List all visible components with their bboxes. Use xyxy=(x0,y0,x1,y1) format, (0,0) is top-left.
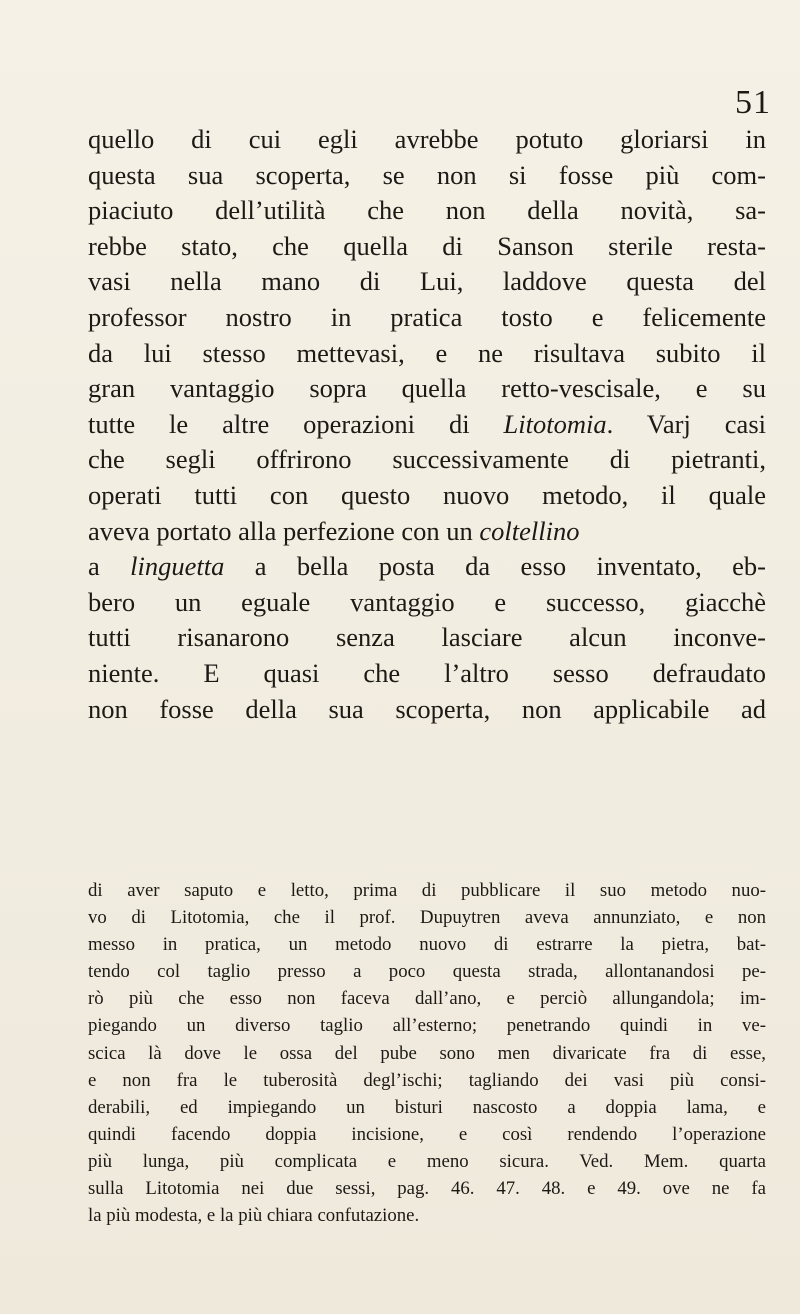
body-text-line: quello di cui egli avrebbe potuto gloriarsi in xyxy=(88,124,766,154)
footnote-line: derabili, ed impiegando un bisturi nascosto a doppia lama, e xyxy=(88,1096,766,1118)
footnote-line: quindi facendo doppia incisione, e così rendendo l’operazione xyxy=(88,1123,766,1145)
body-text-line: professor nostro in pratica tosto e felicemente xyxy=(88,301,766,332)
body-text-line: vasi nella mano di Lui, laddove questa del xyxy=(88,266,766,297)
page-number: 51 xyxy=(735,84,771,121)
body-text-italic: coltellino xyxy=(479,515,580,546)
body-text-italic: linguetta xyxy=(130,551,225,582)
body-text-line: non fosse della sua scoperta, non applicabile ad xyxy=(88,693,766,724)
footnote-line: di aver saputo e letto, prima di pubblicare il suo metodo nuo- xyxy=(88,880,766,901)
body-text-line: che segli offrirono successivamente di pietranti, xyxy=(88,444,766,475)
body-text-italic: Litotomia xyxy=(503,408,607,439)
body-text-line: bero un eguale vantaggio e successo, giacchè xyxy=(88,586,766,617)
main-text-block xyxy=(88,122,766,727)
body-text-segment: tutte le altre operazioni di xyxy=(88,408,504,439)
body-text-segment: a bella posta da esso inventato, eb- xyxy=(224,551,767,582)
footnote-line: e non fra le tuberosità degl’ischi; tagliando dei vasi più consi- xyxy=(88,1069,766,1091)
footnote-line: piegando un diverso taglio all’esterno; penetrando quindi in ve- xyxy=(88,1015,766,1037)
footnote-line: sulla Litotomia nei due sessi, pag. 46. 47. 48. e 49. ove ne fa xyxy=(88,1178,766,1200)
body-text-segment: . Varj casi xyxy=(606,408,766,439)
body-text-line: niente. E quasi che l’altro sesso defraudato xyxy=(88,657,766,688)
body-text-line: da lui stesso mettevasi, e ne risultava subito il xyxy=(88,337,766,368)
body-text-line xyxy=(88,407,766,443)
footnote-line: messo in pratica, un metodo nuovo di estrarre la pietra, bat- xyxy=(88,934,766,956)
body-text-line: questa sua scoperta, se non si fosse più com- xyxy=(88,159,766,190)
body-text-line: gran vantaggio sopra quella retto-vescisale, e su xyxy=(88,373,766,404)
body-text-line: piaciuto dell’utilità che non della novità, sa- xyxy=(88,195,766,226)
body-text-line: rebbe stato, che quella di Sanson sterile resta- xyxy=(88,230,766,261)
body-text-segment: a xyxy=(88,551,131,582)
footnote-line: rò più che esso non faceva dall’ano, e perciò allungandola; im- xyxy=(88,988,766,1010)
body-text-line xyxy=(88,514,766,550)
footnote-line: più lunga, più complicata e meno sicura. Ved. Mem. quarta xyxy=(88,1150,766,1172)
footnote-line: vo di Litotomia, che il prof. Dupuytren aveva annunziato, e non xyxy=(88,907,766,929)
footnote-line: scica là dove le ossa del pube sono men divaricate fra di esse, xyxy=(88,1042,766,1064)
footnote-line: la più modesta, e la più chiara confutazione. xyxy=(88,1205,420,1227)
body-text-line: tutti risanarono senza lasciare alcun inconve- xyxy=(88,622,766,653)
body-text-line: operati tutti con questo nuovo metodo, il quale xyxy=(88,479,766,510)
body-text-line xyxy=(88,549,766,585)
body-text-segment: aveva portato alla perfezione con un xyxy=(88,515,480,546)
footnote-line: tendo col taglio presso a poco questa strada, allontanandosi pe- xyxy=(88,961,766,983)
footnote-block xyxy=(88,877,766,1229)
